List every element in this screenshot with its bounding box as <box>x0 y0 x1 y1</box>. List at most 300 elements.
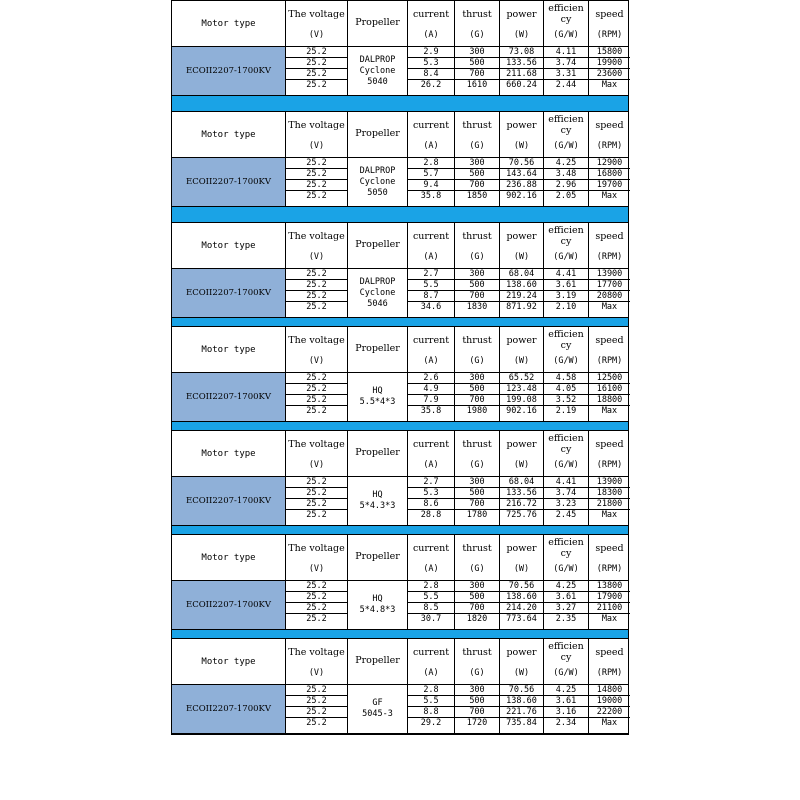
cell-efficiency: 3.27 <box>544 603 588 614</box>
propeller-line: 5040 <box>367 76 388 87</box>
motor-name: ECOII2207-1700KV <box>172 269 286 317</box>
cell-current: 5.5 <box>408 592 454 603</box>
cell-speed: 12900 <box>589 158 630 169</box>
column-current <box>408 685 455 733</box>
cell-efficiency: 4.25 <box>544 581 588 592</box>
cell-speed: 19900 <box>589 58 630 69</box>
propeller-cell <box>348 47 408 95</box>
header-power <box>500 327 544 372</box>
cell-power: 219.24 <box>500 291 543 302</box>
header-speed <box>589 639 630 684</box>
header-voltage-label: The voltage <box>288 335 345 346</box>
cell-voltage: 25.2 <box>306 510 327 520</box>
header-current-unit: (A) <box>423 564 439 574</box>
header-thrust-label: thrust <box>462 335 492 346</box>
cell-speed: Max <box>601 718 618 728</box>
column-thrust <box>455 47 500 95</box>
column-thrust <box>455 581 500 629</box>
header-eff-unit: (G/W) <box>553 141 579 151</box>
column-efficiency <box>544 581 589 629</box>
cell-current: 34.6 <box>420 302 442 312</box>
motor-name: ECOII2207-1700KV <box>172 47 286 95</box>
cell-speed: 20800 <box>589 291 630 302</box>
header-voltage-unit: (V) <box>308 141 325 151</box>
header-speed-label: speed <box>595 231 624 242</box>
header-speed-unit: (RPM) <box>596 564 623 574</box>
column-speed <box>589 269 630 317</box>
motor-name: ECOII2207-1700KV <box>172 158 286 206</box>
cell-power: 138.60 <box>500 696 543 707</box>
cell-power: 725.76 <box>506 510 537 520</box>
header-propeller-label: Propeller <box>355 655 400 666</box>
header-efficiency-line1: efficien <box>548 641 584 652</box>
cell-speed: 16100 <box>589 384 630 395</box>
propeller-line: GF <box>372 698 383 708</box>
header-power <box>500 639 544 684</box>
header-efficiency-label <box>544 3 588 25</box>
cell-efficiency: 4.58 <box>544 373 588 384</box>
cell-current: 29.2 <box>420 718 442 728</box>
motor-name: ECOII2207-1700KV <box>172 477 286 525</box>
header-thrust <box>455 112 500 157</box>
table-body <box>172 269 628 318</box>
section-separator <box>171 207 629 222</box>
header-voltage <box>286 431 348 476</box>
cell-efficiency: 3.74 <box>544 488 588 499</box>
cell-current: 30.7 <box>420 614 442 624</box>
propeller-line: 5046 <box>367 298 388 309</box>
header-power-label: power <box>506 335 537 346</box>
cell-voltage: 25.2 <box>306 614 327 624</box>
propeller-line: DALPROP <box>359 165 396 176</box>
cell-speed: 12500 <box>589 373 630 384</box>
cell-speed: Max <box>601 510 618 520</box>
header-power <box>500 535 544 580</box>
header-eff-unit: (G/W) <box>553 564 579 574</box>
column-speed <box>589 158 630 206</box>
column-power <box>500 158 544 206</box>
cell-power: 902.16 <box>506 406 537 416</box>
header-propeller-label: Propeller <box>355 128 400 139</box>
cell-power: 138.60 <box>500 280 543 291</box>
motor-table <box>171 0 629 96</box>
header-propeller <box>348 223 408 268</box>
cell-speed: Max <box>601 191 618 201</box>
header-current-unit: (A) <box>423 141 439 151</box>
cell-voltage: 25.2 <box>306 80 327 90</box>
header-propeller <box>348 431 408 476</box>
cell-thrust: 500 <box>455 592 499 603</box>
cell-efficiency: 3.23 <box>544 499 588 510</box>
header-power-unit: (W) <box>513 668 530 678</box>
header-current <box>408 535 455 580</box>
column-voltage <box>286 158 348 206</box>
cell-efficiency: 3.52 <box>544 395 588 406</box>
header-propeller <box>348 535 408 580</box>
header-propeller-label: Propeller <box>355 17 400 28</box>
motor-name: ECOII2207-1700KV <box>172 685 286 733</box>
column-voltage <box>286 47 348 95</box>
cell-thrust: 700 <box>455 499 499 510</box>
propeller-cell <box>348 685 408 733</box>
cell-voltage: 25.2 <box>286 477 347 488</box>
column-current <box>408 269 455 317</box>
cell-voltage: 25.2 <box>286 499 347 510</box>
cell-speed: 18800 <box>589 395 630 406</box>
header-voltage-label: The voltage <box>288 9 345 20</box>
header-current-label: current <box>412 543 450 554</box>
cell-power: 214.20 <box>500 603 543 614</box>
section-separator <box>171 318 629 326</box>
cell-power: 138.60 <box>500 592 543 603</box>
header-speed-unit: (RPM) <box>596 30 623 40</box>
propeller-line: 5050 <box>367 187 388 198</box>
header-speed-label: speed <box>595 9 624 20</box>
header-efficiency-line2: cy <box>560 340 572 351</box>
header-efficiency-line1: efficien <box>548 114 584 125</box>
header-power-unit: (W) <box>513 460 530 470</box>
cell-efficiency: 2.19 <box>555 406 577 416</box>
header-speed <box>589 1 630 46</box>
cell-speed: 16800 <box>589 169 630 180</box>
header-voltage-label: The voltage <box>288 231 345 242</box>
cell-efficiency: 2.10 <box>555 302 577 312</box>
section-separator <box>171 526 629 534</box>
cell-thrust: 1830 <box>466 302 488 312</box>
propeller-line: Cyclone <box>359 65 396 76</box>
cell-thrust: 700 <box>455 395 499 406</box>
cell-current: 2.8 <box>408 581 454 592</box>
cell-current: 7.9 <box>408 395 454 406</box>
header-thrust-unit: (G) <box>469 30 485 40</box>
header-thrust-label: thrust <box>462 9 492 20</box>
header-power-unit: (W) <box>513 30 530 40</box>
header-speed-label: speed <box>595 439 624 450</box>
cell-power: 73.08 <box>500 47 543 58</box>
table-header <box>172 327 628 373</box>
header-propeller <box>348 327 408 372</box>
header-eff <box>544 639 589 684</box>
table-header <box>172 639 628 685</box>
cell-speed: 17900 <box>589 592 630 603</box>
header-motor-type: Motor type <box>172 639 286 684</box>
column-efficiency <box>544 685 589 733</box>
cell-thrust: 700 <box>455 707 499 718</box>
cell-current: 5.3 <box>408 488 454 499</box>
cell-current: 2.9 <box>408 47 454 58</box>
column-efficiency <box>544 373 589 421</box>
header-motor-type: Motor type <box>172 223 286 268</box>
header-power-label: power <box>506 647 537 658</box>
header-speed-label: speed <box>595 543 624 554</box>
cell-speed: 15800 <box>589 47 630 58</box>
cell-efficiency: 3.74 <box>544 58 588 69</box>
cell-efficiency: 4.25 <box>544 158 588 169</box>
cell-voltage: 25.2 <box>286 395 347 406</box>
header-motor-type: Motor type <box>172 431 286 476</box>
header-voltage-unit: (V) <box>308 356 325 366</box>
header-efficiency-line2: cy <box>560 444 572 455</box>
cell-thrust: 1720 <box>466 718 488 728</box>
cell-voltage: 25.2 <box>286 592 347 603</box>
cell-current: 4.9 <box>408 384 454 395</box>
propeller-cell <box>348 158 408 206</box>
header-speed-unit: (RPM) <box>596 356 623 366</box>
header-eff <box>544 223 589 268</box>
cell-efficiency: 3.61 <box>544 696 588 707</box>
header-power-unit: (W) <box>513 356 530 366</box>
header-current-label: current <box>412 9 450 20</box>
header-current <box>408 223 455 268</box>
cell-current: 5.7 <box>408 169 454 180</box>
cell-power: 68.04 <box>500 269 543 280</box>
header-power <box>500 223 544 268</box>
header-current-unit: (A) <box>423 252 439 262</box>
cell-power: 199.08 <box>500 395 543 406</box>
header-power <box>500 431 544 476</box>
cell-speed: 22200 <box>589 707 630 718</box>
table-header <box>172 535 628 581</box>
header-voltage-label: The voltage <box>288 543 345 554</box>
column-speed <box>589 685 630 733</box>
header-thrust-label: thrust <box>462 647 492 658</box>
header-propeller-label: Propeller <box>355 551 400 562</box>
cell-voltage: 25.2 <box>286 384 347 395</box>
cell-thrust: 500 <box>455 384 499 395</box>
table-header <box>172 1 628 47</box>
motor-table <box>171 638 629 735</box>
header-current <box>408 1 455 46</box>
header-speed-unit: (RPM) <box>596 252 623 262</box>
header-voltage-label: The voltage <box>288 120 345 131</box>
motor-table <box>171 326 629 422</box>
cell-power: 236.88 <box>500 180 543 191</box>
propeller-cell <box>348 269 408 317</box>
propeller-line: Cyclone <box>359 176 396 187</box>
column-voltage <box>286 685 348 733</box>
cell-power: 211.68 <box>500 69 543 80</box>
section-separator <box>171 96 629 111</box>
propeller-cell <box>348 477 408 525</box>
table-body <box>172 581 628 630</box>
cell-efficiency: 3.61 <box>544 592 588 603</box>
header-voltage-unit: (V) <box>308 564 325 574</box>
header-current-label: current <box>412 439 450 450</box>
cell-thrust: 300 <box>455 581 499 592</box>
cell-speed: 17700 <box>589 280 630 291</box>
header-current-unit: (A) <box>423 460 439 470</box>
header-voltage <box>286 112 348 157</box>
cell-voltage: 25.2 <box>306 718 327 728</box>
column-current <box>408 373 455 421</box>
header-voltage <box>286 535 348 580</box>
cell-thrust: 300 <box>455 47 499 58</box>
header-thrust-unit: (G) <box>469 141 485 151</box>
column-power <box>500 685 544 733</box>
column-voltage <box>286 373 348 421</box>
cell-current: 2.7 <box>408 269 454 280</box>
column-power <box>500 373 544 421</box>
cell-thrust: 300 <box>455 685 499 696</box>
header-current-unit: (A) <box>423 356 439 366</box>
header-efficiency-line2: cy <box>560 14 572 25</box>
header-motor-type: Motor type <box>172 112 286 157</box>
cell-thrust: 1980 <box>466 406 488 416</box>
header-efficiency-label <box>544 329 588 351</box>
cell-speed: Max <box>601 406 618 416</box>
header-speed-unit: (RPM) <box>596 668 623 678</box>
cell-power: 143.64 <box>500 169 543 180</box>
cell-efficiency: 3.16 <box>544 707 588 718</box>
column-thrust <box>455 158 500 206</box>
header-power <box>500 112 544 157</box>
cell-efficiency: 3.48 <box>544 169 588 180</box>
header-thrust <box>455 327 500 372</box>
table-body <box>172 685 628 734</box>
header-efficiency-label <box>544 114 588 136</box>
header-thrust <box>455 431 500 476</box>
propeller-line: 5*4.3*3 <box>359 501 396 511</box>
header-voltage-unit: (V) <box>308 252 325 262</box>
header-speed-label: speed <box>595 647 624 658</box>
header-thrust-unit: (G) <box>469 252 485 262</box>
section-separator <box>171 422 629 430</box>
cell-voltage: 25.2 <box>286 69 347 80</box>
column-efficiency <box>544 269 589 317</box>
header-current-label: current <box>412 335 450 346</box>
cell-thrust: 300 <box>455 158 499 169</box>
header-efficiency-line2: cy <box>560 236 572 247</box>
column-voltage <box>286 477 348 525</box>
header-propeller-label: Propeller <box>355 343 400 354</box>
cell-power: 660.24 <box>506 80 537 90</box>
cell-efficiency: 2.34 <box>555 718 577 728</box>
propeller-line: HQ <box>372 594 383 604</box>
cell-voltage: 25.2 <box>306 191 327 201</box>
header-power-label: power <box>506 439 537 450</box>
header-efficiency-line2: cy <box>560 548 572 559</box>
column-current <box>408 47 455 95</box>
header-speed-label: speed <box>595 120 624 131</box>
cell-voltage: 25.2 <box>286 696 347 707</box>
cell-thrust: 700 <box>455 291 499 302</box>
header-propeller-label: Propeller <box>355 447 400 458</box>
column-power <box>500 47 544 95</box>
cell-speed: 13900 <box>589 269 630 280</box>
propeller-line: DALPROP <box>359 276 396 287</box>
cell-current: 28.8 <box>420 510 442 520</box>
cell-efficiency: 4.25 <box>544 685 588 696</box>
cell-speed: 14800 <box>589 685 630 696</box>
table-header <box>172 431 628 477</box>
cell-efficiency: 2.96 <box>544 180 588 191</box>
header-power-label: power <box>506 9 537 20</box>
propeller-line: Cyclone <box>359 287 396 298</box>
column-current <box>408 581 455 629</box>
cell-voltage: 25.2 <box>286 169 347 180</box>
header-efficiency-line1: efficien <box>548 225 584 236</box>
cell-voltage: 25.2 <box>286 269 347 280</box>
cell-voltage: 25.2 <box>286 280 347 291</box>
header-speed <box>589 535 630 580</box>
column-efficiency <box>544 477 589 525</box>
motor-table <box>171 111 629 207</box>
cell-voltage: 25.2 <box>286 158 347 169</box>
cell-current: 5.5 <box>408 280 454 291</box>
header-current-unit: (A) <box>423 668 439 678</box>
column-voltage <box>286 269 348 317</box>
header-thrust <box>455 223 500 268</box>
cell-current: 2.6 <box>408 373 454 384</box>
header-thrust <box>455 535 500 580</box>
cell-thrust: 1820 <box>466 614 488 624</box>
cell-efficiency: 2.44 <box>555 80 577 90</box>
cell-current: 9.4 <box>408 180 454 191</box>
header-eff-unit: (G/W) <box>553 356 579 366</box>
header-power-label: power <box>506 120 537 131</box>
cell-current: 5.3 <box>408 58 454 69</box>
cell-voltage: 25.2 <box>286 291 347 302</box>
cell-speed: Max <box>601 614 618 624</box>
header-thrust-label: thrust <box>462 231 492 242</box>
header-efficiency-label <box>544 225 588 247</box>
column-thrust <box>455 269 500 317</box>
cell-speed: 19000 <box>589 696 630 707</box>
header-efficiency-line2: cy <box>560 652 572 663</box>
header-current-unit: (A) <box>423 30 439 40</box>
table-body <box>172 477 628 526</box>
header-efficiency-line1: efficien <box>548 3 584 14</box>
header-propeller <box>348 112 408 157</box>
cell-power: 221.76 <box>500 707 543 718</box>
header-voltage <box>286 223 348 268</box>
cell-current: 8.4 <box>408 69 454 80</box>
cell-voltage: 25.2 <box>286 58 347 69</box>
cell-voltage: 25.2 <box>306 406 327 416</box>
header-thrust-unit: (G) <box>469 460 485 470</box>
motor-name: ECOII2207-1700KV <box>172 581 286 629</box>
header-voltage <box>286 1 348 46</box>
cell-voltage: 25.2 <box>286 603 347 614</box>
header-eff-unit: (G/W) <box>553 252 579 262</box>
motor-table <box>171 534 629 630</box>
cell-speed: Max <box>601 302 618 312</box>
column-speed <box>589 581 630 629</box>
column-power <box>500 581 544 629</box>
column-thrust <box>455 477 500 525</box>
table-body <box>172 158 628 207</box>
propeller-line: 5.5*4*3 <box>359 397 396 407</box>
cell-efficiency: 4.11 <box>544 47 588 58</box>
header-efficiency-line1: efficien <box>548 329 584 340</box>
cell-efficiency: 3.61 <box>544 280 588 291</box>
cell-voltage: 25.2 <box>286 373 347 384</box>
cell-voltage: 25.2 <box>286 488 347 499</box>
header-speed <box>589 112 630 157</box>
cell-power: 902.16 <box>506 191 537 201</box>
header-current <box>408 639 455 684</box>
column-power <box>500 477 544 525</box>
header-eff <box>544 431 589 476</box>
cell-current: 2.8 <box>408 685 454 696</box>
cell-efficiency: 3.19 <box>544 291 588 302</box>
motor-table <box>171 430 629 526</box>
propeller-line: 5045-3 <box>362 709 393 719</box>
cell-current: 8.8 <box>408 707 454 718</box>
cell-speed: Max <box>601 80 618 90</box>
cell-thrust: 300 <box>455 373 499 384</box>
cell-power: 70.56 <box>500 581 543 592</box>
